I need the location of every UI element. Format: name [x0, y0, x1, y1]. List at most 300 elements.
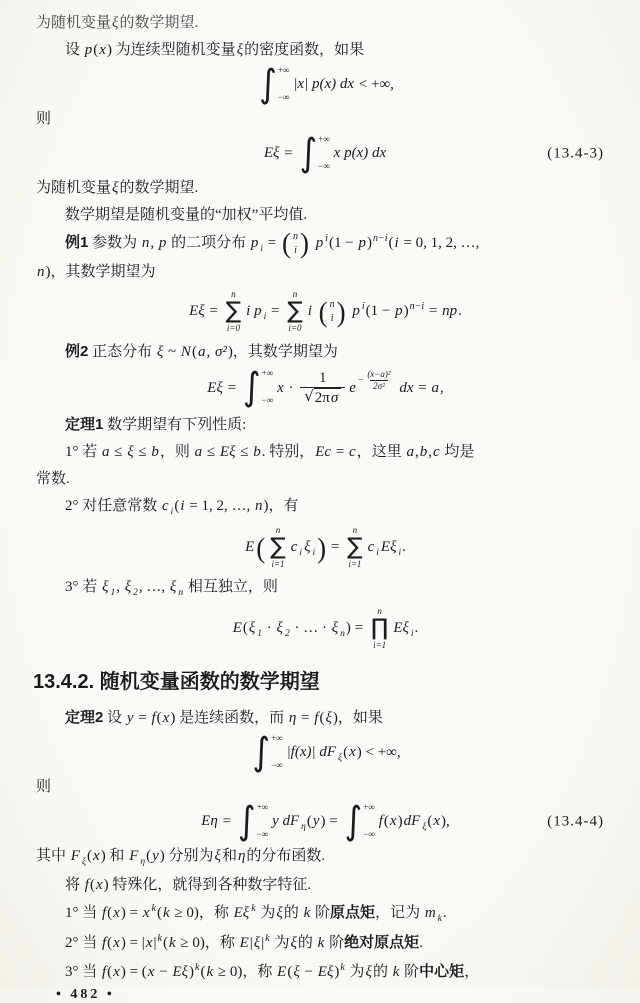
- bold-term: 原点矩: [330, 904, 376, 921]
- text-run: ≥ 0)，称: [176, 935, 239, 951]
- math-italic: E: [245, 539, 255, 556]
- formula-line: [36, 364, 614, 410]
- math-italic: k: [168, 935, 176, 951]
- math-italic: c: [367, 539, 375, 556]
- binomial-entries: [328, 298, 337, 325]
- text-run: 3° 当: [65, 964, 101, 980]
- operator-lower-limit: i=1: [271, 559, 285, 570]
- math-italic: b: [151, 444, 159, 460]
- text-run: 为随机变量: [36, 15, 112, 31]
- script-sub: i: [410, 628, 414, 639]
- math-italic: x: [162, 710, 170, 726]
- math-italic: x: [389, 813, 397, 830]
- big-paren: ): [317, 531, 327, 564]
- formula-line: [36, 525, 614, 571]
- integral-operator: [299, 130, 330, 176]
- text-run: .: [442, 905, 447, 921]
- operator-lower-limit: i=1: [373, 639, 387, 650]
- integral-icon: ∫: [237, 798, 256, 844]
- text-run: |: [249, 935, 253, 951]
- paragraph: [36, 175, 614, 202]
- math-italic: y: [126, 710, 134, 726]
- math-italic: σ: [330, 390, 339, 407]
- text-run: ≥ 0)，称: [170, 905, 233, 921]
- math-italic: k: [206, 964, 214, 980]
- text-run: ): [334, 964, 340, 980]
- math-italic: x: [93, 848, 100, 864]
- text-run: (: [146, 848, 152, 864]
- fraction-denominator: [300, 387, 345, 408]
- math-italic: ξ: [325, 710, 332, 726]
- text-run: • 482 •: [56, 987, 115, 1002]
- text-run: 的: [372, 964, 392, 980]
- text-run: =: [267, 303, 284, 320]
- math-italic: E: [232, 619, 242, 636]
- text-run: ) =: [120, 905, 142, 921]
- formula-body: [232, 606, 419, 652]
- math-italic: x: [349, 744, 356, 761]
- text-run: =: [205, 303, 222, 320]
- math-italic: Eξ: [380, 539, 397, 556]
- text-run: ，则: [159, 444, 194, 460]
- math-italic: p: [395, 303, 403, 320]
- text-run: ,: [428, 444, 432, 460]
- paragraph: [36, 229, 614, 259]
- text-run: =: [134, 710, 151, 726]
- math-italic: Eξ: [207, 379, 223, 396]
- integral-lower-limit: −∞: [256, 829, 269, 839]
- text-run: (: [156, 710, 162, 726]
- math-italic: f: [314, 710, 319, 726]
- math-italic: Eξ: [263, 145, 280, 162]
- binomial-bottom: i: [330, 312, 334, 324]
- math-italic: c: [432, 444, 440, 460]
- math-italic: ξ: [236, 42, 244, 58]
- text-run: 的: [297, 935, 317, 951]
- text-run: =: [218, 813, 235, 830]
- sum-icon: ∑: [287, 298, 303, 325]
- script-sub: i: [260, 244, 264, 254]
- text-run: 相互独立，则: [184, 578, 278, 595]
- text-run: ): [403, 303, 409, 320]
- math-italic: b: [419, 444, 428, 460]
- text-run: (: [107, 964, 113, 980]
- integral-icon: ∫: [344, 798, 363, 844]
- math-italic: k: [392, 964, 400, 980]
- sum-operator: [347, 525, 363, 571]
- text-run: 的密度函数，如果: [244, 42, 365, 58]
- math-italic: f: [151, 710, 156, 726]
- math-italic: n: [254, 498, 263, 514]
- paragraph: [36, 338, 614, 366]
- math-italic: |f(x)| dF: [286, 744, 337, 761]
- formula-line: [36, 289, 614, 335]
- math-italic: f: [378, 813, 383, 830]
- formula-body: [244, 525, 406, 571]
- script-sup: k: [265, 933, 270, 944]
- operator-lower-limit: i=0: [288, 323, 302, 334]
- text-run: ) 为连续型随机变量: [106, 42, 236, 58]
- fraction-numerator: [315, 369, 331, 388]
- math-italic: i: [394, 235, 399, 251]
- text-run: |: [153, 935, 157, 951]
- script-sub: n: [178, 587, 184, 598]
- sum-icon: ∑: [225, 298, 242, 325]
- text-run: 参数为: [88, 235, 141, 251]
- text-run: 将: [65, 877, 84, 893]
- math-italic: E: [239, 935, 249, 951]
- math-italic: e: [349, 379, 356, 396]
- integral-lower-limit: −∞: [318, 161, 330, 171]
- paragraph: [36, 439, 614, 466]
- text-run: 1° 若: [65, 444, 101, 460]
- math-italic: ξ: [156, 343, 164, 360]
- math-italic: y dF: [272, 813, 300, 830]
- script-sub: ξ: [422, 822, 427, 833]
- formula-line: [36, 61, 614, 107]
- integral-lower-limit: −∞: [363, 829, 375, 839]
- math-italic: dx: [399, 379, 414, 396]
- paren-left-icon: (: [318, 295, 328, 328]
- script-sup: k: [195, 962, 200, 973]
- script-sub: 1: [110, 587, 116, 598]
- integral-limits: [262, 369, 274, 405]
- sum-icon: ∑: [270, 534, 286, 561]
- fraction: [300, 369, 345, 409]
- text-run: (: [174, 498, 180, 514]
- math-italic: f: [84, 877, 89, 893]
- text-run: ≤: [134, 444, 151, 460]
- formula-body: [206, 364, 444, 410]
- math-italic: k: [162, 905, 170, 921]
- text-run: (: [343, 744, 349, 761]
- text-run: (: [287, 964, 293, 980]
- operator-upper-limit: n: [231, 289, 236, 299]
- math-italic: m: [424, 905, 436, 921]
- text-run: = 0, 1, 2, …,: [399, 235, 480, 251]
- math-italic: ξ: [248, 619, 256, 636]
- text-run: .: [402, 539, 406, 556]
- math-italic: x p(x) dx: [333, 145, 387, 162]
- operator-upper-limit: n: [275, 525, 281, 535]
- text-run: =: [297, 710, 314, 726]
- math-italic: k: [317, 935, 325, 951]
- script-sup: n−i: [372, 233, 388, 244]
- math-italic: Ec: [315, 444, 332, 460]
- formula-line: [36, 798, 614, 844]
- script-sub: i: [299, 548, 303, 559]
- integral-icon: ∫: [252, 729, 271, 775]
- text-run: 的分布函数.: [246, 848, 326, 864]
- math-italic: i: [180, 498, 185, 514]
- paragraph: [36, 106, 614, 133]
- paragraph: [36, 259, 614, 286]
- text-run: )，有: [263, 498, 299, 514]
- text-run: (: [319, 710, 325, 726]
- text-run: ，记为: [375, 905, 424, 921]
- section-heading: [33, 670, 614, 694]
- text-run: .: [458, 303, 462, 320]
- math-italic: f: [102, 935, 107, 951]
- text-run: . 特别，: [261, 444, 315, 460]
- text-run: (: [388, 235, 394, 251]
- script-sub: i: [312, 548, 316, 559]
- math-italic: f: [102, 964, 107, 980]
- text-run: , …,: [138, 578, 169, 595]
- operator-upper-limit: n: [292, 289, 298, 299]
- math-italic: x: [277, 379, 284, 396]
- math-italic: ξ: [276, 905, 283, 921]
- text-run: (: [162, 935, 168, 951]
- paragraph: [36, 466, 614, 493]
- paragraph: [36, 704, 614, 732]
- math-italic: p: [84, 42, 93, 58]
- math-italic: 2σ²: [373, 381, 385, 391]
- text-run: = 1, 2, …,: [185, 498, 254, 514]
- text-run: 的数学期望.: [119, 15, 199, 31]
- formula-body: [249, 729, 401, 775]
- sum-operator: [226, 289, 242, 335]
- prod-operator: [371, 606, 388, 652]
- text-run: 正态分布: [88, 343, 156, 360]
- binomial-top: n: [329, 299, 335, 311]
- text-run: · … ·: [290, 619, 331, 636]
- text-run: ) = |: [120, 935, 145, 951]
- text-run: 3° 若: [65, 578, 101, 595]
- math-italic: ξ: [102, 578, 109, 595]
- script-sub: k: [437, 914, 442, 924]
- operator-upper-limit: n: [352, 525, 358, 535]
- text-run: (1 −: [365, 303, 395, 320]
- integral-lower-limit: −∞: [271, 760, 283, 770]
- math-italic: ξ: [331, 619, 339, 636]
- text-run: 均是: [440, 444, 475, 460]
- math-italic: c: [349, 444, 356, 460]
- script-sup: n−i: [409, 301, 425, 313]
- math-italic: ξ: [304, 539, 311, 556]
- math-italic: x: [113, 905, 120, 921]
- integral-upper-limit: +∞: [318, 134, 330, 144]
- text-run: =: [327, 539, 344, 556]
- integral-icon: ∫: [242, 364, 261, 410]
- text-run: ≤: [203, 444, 219, 460]
- integral-lower-limit: −∞: [261, 395, 274, 406]
- math-italic: x: [145, 935, 153, 951]
- paragraph: [36, 958, 614, 987]
- operator-lower-limit: i=1: [348, 559, 362, 570]
- math-italic: c: [162, 498, 169, 514]
- text-run: 设: [65, 42, 84, 58]
- math-italic: n: [141, 235, 150, 251]
- text-run: ,: [116, 578, 124, 595]
- text-run: 和: [221, 848, 237, 864]
- math-italic: N: [180, 343, 191, 360]
- sum-operator: [270, 525, 286, 571]
- paragraph: [36, 899, 614, 929]
- script-sub: η: [140, 857, 146, 867]
- text-run: −: [300, 964, 317, 980]
- script-sup: k: [151, 903, 156, 914]
- text-run: (: [242, 619, 248, 636]
- text-run: =: [425, 303, 442, 320]
- text-run: =: [280, 145, 297, 162]
- formula-body: [188, 289, 462, 335]
- text-run: 阶: [400, 964, 420, 980]
- paren-right-icon: ): [299, 227, 309, 260]
- math-italic: p: [358, 235, 366, 251]
- fraction: [364, 369, 393, 392]
- math-italic: ξ: [124, 578, 132, 595]
- math-italic: x: [95, 877, 103, 893]
- operator-lower-limit: i=0: [226, 323, 240, 334]
- integral-icon: ∫: [259, 61, 277, 107]
- math-italic: ξ: [112, 15, 119, 31]
- text-run: −: [357, 375, 364, 386]
- math-italic: x: [433, 813, 440, 830]
- text-run: ) 是连续函数，而: [170, 710, 288, 726]
- text-run: ) =: [320, 813, 342, 830]
- math-italic: x: [142, 905, 150, 921]
- text-run: ,: [414, 444, 419, 460]
- text-run: =: [264, 235, 280, 251]
- math-italic: a: [406, 444, 414, 460]
- script-sub: 1: [257, 628, 263, 639]
- integral-lower-limit: −∞: [277, 92, 290, 102]
- paragraph: [36, 10, 614, 37]
- integral-limits: [318, 135, 330, 171]
- text-run: ): [397, 813, 403, 830]
- text-run: ),: [440, 813, 450, 830]
- binomial-bottom: i: [294, 244, 297, 256]
- math-italic: |x| p(x) dx: [293, 76, 355, 93]
- text-run: 13.4.2. 随机变量函数的数学期望: [33, 671, 320, 693]
- integral-upper-limit: +∞: [256, 802, 269, 812]
- math-italic: a: [102, 444, 110, 460]
- text-run: 其中: [36, 848, 70, 864]
- text-run: 的数学期望.: [119, 180, 199, 196]
- text-run: ,: [439, 379, 444, 396]
- text-run: ,: [206, 343, 214, 360]
- paren-right-icon: ): [336, 295, 346, 328]
- math-italic: np: [442, 303, 458, 320]
- text-run: ，: [464, 964, 480, 980]
- text-run: 1: [319, 369, 327, 386]
- math-italic: dF: [403, 813, 421, 830]
- paragraph: [36, 774, 614, 801]
- math-italic: Eξ: [189, 303, 205, 320]
- math-italic: ξ: [290, 935, 297, 951]
- script-sup: k: [157, 933, 162, 944]
- math-italic: Eξ: [317, 964, 334, 980]
- text-run: .: [414, 619, 419, 636]
- text-run: )，其数学期望为: [45, 264, 156, 280]
- integral-upper-limit: +∞: [277, 65, 290, 75]
- text-run: ≥ 0)，称: [214, 964, 277, 980]
- script-sub: 2: [133, 587, 138, 598]
- math-italic: p: [315, 235, 324, 251]
- radical: [304, 388, 341, 408]
- script-sup: k: [340, 962, 345, 973]
- bold-term: 例1: [65, 234, 89, 251]
- text-run: 的二项分布: [167, 235, 250, 251]
- integral-limits: [257, 803, 269, 839]
- formula-body: [200, 798, 450, 844]
- formula-line: [36, 729, 614, 775]
- math-italic: ξ: [293, 964, 300, 980]
- script-sub: i: [170, 507, 174, 517]
- bold-term: 绝对原点矩: [344, 934, 420, 951]
- math-italic: c: [290, 539, 298, 556]
- bold-term: 定理1: [65, 416, 104, 433]
- big-paren: (: [256, 531, 266, 564]
- text-run: ) = (: [120, 964, 147, 980]
- integral-upper-limit: +∞: [261, 368, 274, 379]
- text-run: 设: [103, 710, 126, 726]
- text-run: .: [419, 935, 423, 951]
- text-run: (: [87, 848, 93, 864]
- text-run: 为: [270, 935, 290, 951]
- text-run: (: [191, 343, 197, 360]
- text-run: −: [155, 964, 172, 980]
- math-italic: k: [303, 905, 311, 921]
- math-italic: i: [307, 303, 312, 320]
- paragraph: [36, 493, 614, 522]
- text-run: 1° 当: [65, 905, 101, 921]
- math-italic: Eξ: [233, 905, 250, 921]
- equation-number: (13.4-3): [547, 145, 604, 162]
- integral-upper-limit: +∞: [363, 802, 375, 812]
- text-run: ) 分别为: [159, 848, 214, 864]
- text-run: 则: [36, 111, 52, 127]
- text-run: (: [200, 964, 206, 980]
- sum-operator: [287, 289, 303, 335]
- text-run: 为: [345, 964, 365, 980]
- script-sup: i: [361, 301, 365, 313]
- integral-operator: [242, 364, 274, 410]
- formula-body: [263, 130, 387, 176]
- math-italic: ξ: [253, 935, 261, 951]
- text-run: (: [93, 42, 99, 58]
- script-sub: i: [376, 548, 379, 559]
- text-run: (: [107, 905, 113, 921]
- integral-upper-limit: +∞: [271, 733, 283, 743]
- text-run: < +∞,: [355, 76, 394, 93]
- text-run: )，其数学期望为: [227, 343, 338, 360]
- integral-operator: [344, 798, 375, 844]
- bold-term: 中心矩: [419, 963, 465, 980]
- paragraph: [36, 411, 614, 439]
- math-italic: (x−a)²: [367, 369, 391, 380]
- fraction-numerator: [364, 369, 393, 380]
- prod-icon: ∏: [370, 614, 389, 641]
- text-run: ,: [150, 235, 158, 251]
- integral-limits: [363, 803, 375, 839]
- math-italic: Eξ: [219, 444, 236, 460]
- math-italic: Eξ: [393, 619, 409, 636]
- text-run: 2° 当: [65, 935, 101, 951]
- math-italic: E: [277, 964, 287, 980]
- paragraph: [36, 843, 614, 872]
- text-run: ) 特殊化，就得到各种数字特征.: [103, 877, 312, 893]
- text-run: ，这里: [356, 444, 406, 460]
- script-sub: η: [301, 822, 306, 833]
- math-italic: σ²: [214, 343, 227, 360]
- text-run: 阶: [311, 905, 331, 921]
- text-run: ~: [164, 343, 180, 360]
- text-run: ·: [263, 619, 276, 636]
- text-run: ·: [284, 379, 298, 396]
- script-sub: ξ: [81, 857, 87, 867]
